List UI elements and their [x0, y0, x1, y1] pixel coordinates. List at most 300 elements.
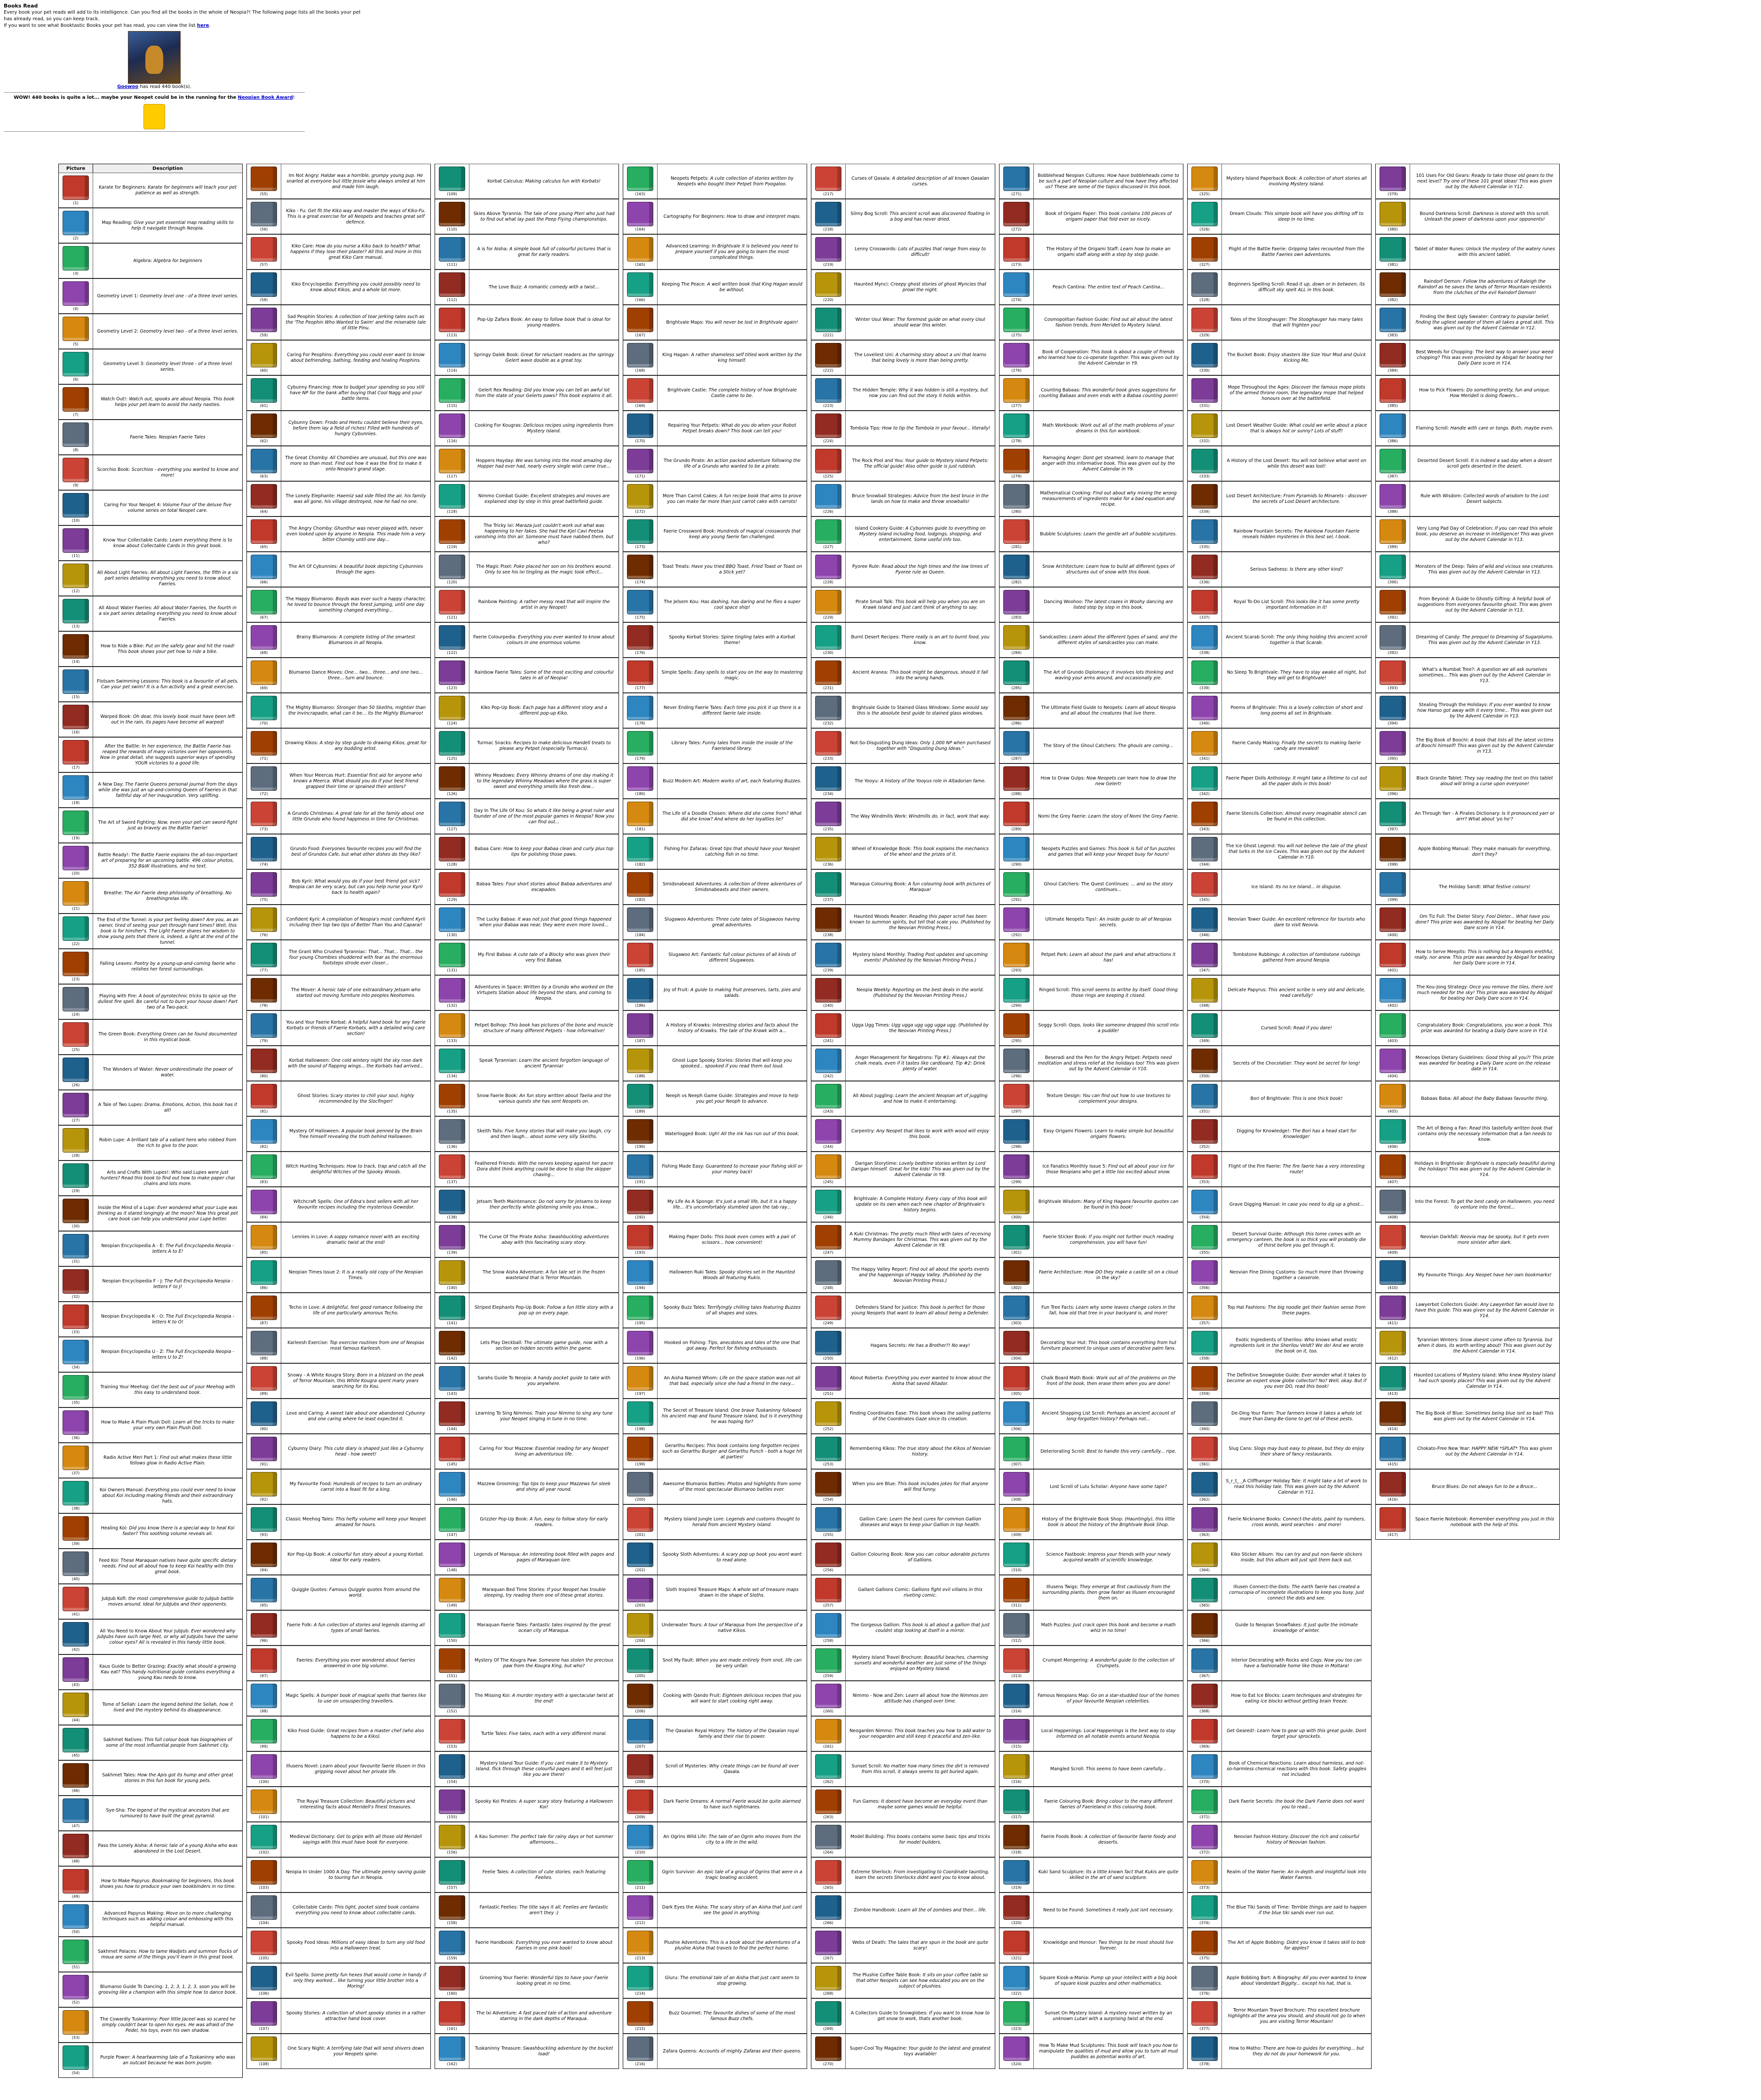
book-icon[interactable] [251, 1401, 277, 1426]
book-icon[interactable] [1191, 2036, 1218, 2061]
book-icon[interactable] [1191, 449, 1218, 473]
book-icon[interactable] [63, 1199, 89, 1223]
book-icon[interactable] [1003, 449, 1030, 473]
book-icon[interactable] [439, 1684, 465, 1708]
book-icon[interactable] [1191, 1754, 1218, 1779]
book-icon[interactable] [1380, 1049, 1406, 1073]
book-icon[interactable] [439, 1296, 465, 1320]
book-icon[interactable] [1191, 1507, 1218, 1532]
book-icon[interactable] [439, 1825, 465, 1849]
book-icon[interactable] [63, 987, 89, 1011]
book-icon[interactable] [815, 1790, 841, 1814]
book-icon[interactable] [627, 1825, 653, 1849]
book-icon[interactable] [1191, 660, 1218, 685]
book-icon[interactable] [439, 1366, 465, 1391]
book-icon[interactable] [1191, 1366, 1218, 1391]
book-icon[interactable] [63, 1058, 89, 1082]
book-icon[interactable] [627, 1684, 653, 1708]
book-icon[interactable] [251, 378, 277, 403]
book-icon[interactable] [1003, 1437, 1030, 1461]
book-icon[interactable] [1003, 378, 1030, 403]
book-icon[interactable] [815, 837, 841, 861]
book-icon[interactable] [251, 907, 277, 932]
book-icon[interactable] [1191, 1260, 1218, 1285]
book-icon[interactable] [627, 978, 653, 1002]
book-icon[interactable] [815, 1931, 841, 1955]
book-icon[interactable] [439, 272, 465, 297]
book-icon[interactable] [1003, 1296, 1030, 1320]
book-icon[interactable] [1003, 1543, 1030, 1567]
book-icon[interactable] [627, 1931, 653, 1955]
book-icon[interactable] [815, 943, 841, 967]
book-icon[interactable] [1003, 1578, 1030, 1602]
book-icon[interactable] [1380, 414, 1406, 438]
book-icon[interactable] [1003, 590, 1030, 614]
book-icon[interactable] [627, 1578, 653, 1602]
book-icon[interactable] [815, 731, 841, 756]
book-icon[interactable] [251, 1648, 277, 1673]
book-icon[interactable] [1191, 1401, 1218, 1426]
book-icon[interactable] [439, 1931, 465, 1955]
book-icon[interactable] [627, 1860, 653, 1885]
book-icon[interactable] [815, 2036, 841, 2061]
book-icon[interactable] [63, 1269, 89, 1294]
book-icon[interactable] [1380, 1507, 1406, 1532]
book-icon[interactable] [1003, 1225, 1030, 1249]
book-icon[interactable] [63, 811, 89, 835]
book-icon[interactable] [63, 1657, 89, 1682]
book-icon[interactable] [1191, 1684, 1218, 1708]
book-icon[interactable] [815, 1366, 841, 1391]
book-icon[interactable] [815, 414, 841, 438]
book-icon[interactable] [815, 1543, 841, 1567]
book-icon[interactable] [439, 1049, 465, 1073]
book-icon[interactable] [251, 872, 277, 897]
book-icon[interactable] [815, 1190, 841, 1214]
book-icon[interactable] [1191, 978, 1218, 1002]
book-icon[interactable] [63, 1798, 89, 1823]
book-icon[interactable] [815, 1966, 841, 1990]
book-icon[interactable] [815, 625, 841, 650]
book-icon[interactable] [251, 414, 277, 438]
book-icon[interactable] [627, 1049, 653, 1073]
book-icon[interactable] [1191, 802, 1218, 826]
book-icon[interactable] [1191, 1825, 1218, 1849]
book-icon[interactable] [1003, 1260, 1030, 1285]
book-icon[interactable] [439, 1013, 465, 1038]
book-icon[interactable] [251, 766, 277, 791]
book-icon[interactable] [627, 1648, 653, 1673]
book-icon[interactable] [63, 422, 89, 447]
book-icon[interactable] [439, 2036, 465, 2061]
book-icon[interactable] [439, 978, 465, 1002]
book-icon[interactable] [1380, 660, 1406, 685]
book-icon[interactable] [627, 1154, 653, 1179]
book-icon[interactable] [439, 1578, 465, 1602]
book-icon[interactable] [815, 272, 841, 297]
book-icon[interactable] [251, 1931, 277, 1955]
book-icon[interactable] [627, 378, 653, 403]
book-icon[interactable] [1003, 802, 1030, 826]
book-icon[interactable] [815, 1719, 841, 1743]
book-icon[interactable] [815, 1860, 841, 1885]
book-icon[interactable] [1003, 308, 1030, 332]
book-icon[interactable] [1380, 625, 1406, 650]
book-icon[interactable] [251, 519, 277, 544]
book-icon[interactable] [1191, 1049, 1218, 1073]
book-icon[interactable] [63, 1163, 89, 1188]
book-icon[interactable] [1191, 696, 1218, 720]
book-icon[interactable] [251, 837, 277, 861]
book-icon[interactable] [1191, 1966, 1218, 1990]
book-icon[interactable] [1380, 1437, 1406, 1461]
book-icon[interactable] [1191, 1543, 1218, 1567]
book-icon[interactable] [251, 1119, 277, 1144]
book-icon[interactable] [439, 943, 465, 967]
book-icon[interactable] [815, 1225, 841, 1249]
book-icon[interactable] [1380, 907, 1406, 932]
book-icon[interactable] [1191, 202, 1218, 226]
book-icon[interactable] [1003, 1119, 1030, 1144]
book-icon[interactable] [63, 740, 89, 764]
book-icon[interactable] [627, 1013, 653, 1038]
book-icon[interactable] [1003, 2001, 1030, 2026]
book-icon[interactable] [251, 625, 277, 650]
book-icon[interactable] [1191, 731, 1218, 756]
book-icon[interactable] [251, 2036, 277, 2061]
book-icon[interactable] [1191, 1578, 1218, 1602]
book-icon[interactable] [1380, 1401, 1406, 1426]
book-icon[interactable] [627, 872, 653, 897]
book-icon[interactable] [1191, 1437, 1218, 1461]
book-icon[interactable] [1380, 1190, 1406, 1214]
book-icon[interactable] [627, 1543, 653, 1567]
book-icon[interactable] [439, 1613, 465, 1638]
book-icon[interactable] [627, 1895, 653, 1920]
book-icon[interactable] [63, 1587, 89, 1611]
book-icon[interactable] [1380, 1013, 1406, 1038]
book-icon[interactable] [439, 1331, 465, 1355]
book-icon[interactable] [63, 952, 89, 976]
book-icon[interactable] [63, 775, 89, 800]
book-icon[interactable] [1003, 272, 1030, 297]
book-icon[interactable] [815, 1331, 841, 1355]
book-icon[interactable] [1003, 766, 1030, 791]
book-icon[interactable] [627, 1754, 653, 1779]
book-icon[interactable] [63, 634, 89, 659]
book-icon[interactable] [1380, 1225, 1406, 1249]
book-icon[interactable] [1191, 625, 1218, 650]
book-icon[interactable] [815, 1260, 841, 1285]
book-icon[interactable] [1380, 1472, 1406, 1496]
book-icon[interactable] [63, 1375, 89, 1400]
book-icon[interactable] [1003, 1507, 1030, 1532]
book-icon[interactable] [251, 1719, 277, 1743]
book-icon[interactable] [1003, 237, 1030, 262]
book-icon[interactable] [251, 696, 277, 720]
book-icon[interactable] [439, 1084, 465, 1108]
book-icon[interactable] [1191, 1154, 1218, 1179]
book-icon[interactable] [63, 211, 89, 235]
book-icon[interactable] [815, 1049, 841, 1073]
book-icon[interactable] [63, 352, 89, 376]
book-icon[interactable] [251, 1684, 277, 1708]
book-icon[interactable] [251, 2001, 277, 2026]
book-icon[interactable] [251, 1507, 277, 1532]
book-icon[interactable] [63, 528, 89, 553]
book-icon[interactable] [1380, 308, 1406, 332]
book-icon[interactable] [251, 1860, 277, 1885]
book-icon[interactable] [1191, 555, 1218, 579]
book-icon[interactable] [251, 1613, 277, 1638]
book-icon[interactable] [1191, 2001, 1218, 2026]
book-icon[interactable] [251, 484, 277, 509]
book-icon[interactable] [1191, 1296, 1218, 1320]
book-icon[interactable] [439, 1119, 465, 1144]
book-icon[interactable] [1191, 1084, 1218, 1108]
book-icon[interactable] [627, 907, 653, 932]
book-icon[interactable] [439, 1648, 465, 1673]
book-icon[interactable] [1003, 1719, 1030, 1743]
book-icon[interactable] [1191, 837, 1218, 861]
book-icon[interactable] [63, 1516, 89, 1541]
book-icon[interactable] [63, 175, 89, 200]
book-icon[interactable] [1191, 1931, 1218, 1955]
book-icon[interactable] [63, 916, 89, 941]
book-icon[interactable] [439, 837, 465, 861]
book-icon[interactable] [627, 308, 653, 332]
book-icon[interactable] [1003, 1931, 1030, 1955]
book-icon[interactable] [63, 1551, 89, 1576]
book-icon[interactable] [63, 1234, 89, 1258]
book-icon[interactable] [1003, 1613, 1030, 1638]
book-icon[interactable] [439, 1225, 465, 1249]
book-icon[interactable] [439, 625, 465, 650]
book-icon[interactable] [1380, 1084, 1406, 1108]
book-icon[interactable] [1191, 272, 1218, 297]
book-icon[interactable] [63, 881, 89, 906]
book-icon[interactable] [627, 2001, 653, 2026]
book-icon[interactable] [63, 1834, 89, 1858]
book-icon[interactable] [251, 660, 277, 685]
book-icon[interactable] [1380, 272, 1406, 297]
book-icon[interactable] [439, 202, 465, 226]
book-icon[interactable] [251, 1754, 277, 1779]
book-icon[interactable] [1380, 237, 1406, 262]
book-icon[interactable] [251, 1260, 277, 1285]
book-icon[interactable] [627, 1472, 653, 1496]
book-icon[interactable] [63, 1128, 89, 1153]
book-icon[interactable] [815, 1013, 841, 1038]
book-icon[interactable] [815, 696, 841, 720]
book-icon[interactable] [815, 1895, 841, 1920]
book-icon[interactable] [815, 1613, 841, 1638]
book-icon[interactable] [627, 1790, 653, 1814]
book-icon[interactable] [1380, 590, 1406, 614]
book-icon[interactable] [1191, 766, 1218, 791]
book-icon[interactable] [815, 1507, 841, 1532]
book-icon[interactable] [1191, 343, 1218, 367]
book-icon[interactable] [1380, 1366, 1406, 1391]
book-icon[interactable] [1003, 555, 1030, 579]
book-icon[interactable] [627, 555, 653, 579]
book-icon[interactable] [1191, 308, 1218, 332]
book-icon[interactable] [439, 766, 465, 791]
book-icon[interactable] [439, 449, 465, 473]
book-icon[interactable] [627, 1966, 653, 1990]
book-icon[interactable] [439, 484, 465, 509]
book-icon[interactable] [63, 1410, 89, 1435]
book-icon[interactable] [439, 1154, 465, 1179]
book-icon[interactable] [439, 1860, 465, 1885]
book-icon[interactable] [1380, 1331, 1406, 1355]
book-icon[interactable] [439, 1437, 465, 1461]
book-icon[interactable] [1191, 519, 1218, 544]
book-icon[interactable] [1380, 1260, 1406, 1285]
book-icon[interactable] [815, 1119, 841, 1144]
book-icon[interactable] [627, 343, 653, 367]
book-icon[interactable] [251, 1825, 277, 1849]
book-icon[interactable] [627, 484, 653, 509]
book-icon[interactable] [1191, 590, 1218, 614]
book-icon[interactable] [251, 343, 277, 367]
book-icon[interactable] [815, 449, 841, 473]
book-icon[interactable] [1380, 1119, 1406, 1144]
book-icon[interactable] [439, 731, 465, 756]
book-icon[interactable] [439, 414, 465, 438]
book-icon[interactable] [439, 237, 465, 262]
book-icon[interactable] [627, 625, 653, 650]
book-icon[interactable] [627, 1507, 653, 1532]
book-icon[interactable] [251, 1154, 277, 1179]
book-icon[interactable] [815, 660, 841, 685]
book-icon[interactable] [251, 167, 277, 191]
book-icon[interactable] [251, 272, 277, 297]
book-icon[interactable] [1191, 907, 1218, 932]
book-icon[interactable] [627, 449, 653, 473]
book-icon[interactable] [63, 1022, 89, 1047]
book-icon[interactable] [439, 519, 465, 544]
book-icon[interactable] [815, 1578, 841, 1602]
book-icon[interactable] [1003, 1472, 1030, 1496]
book-icon[interactable] [627, 2036, 653, 2061]
book-icon[interactable] [1380, 696, 1406, 720]
book-icon[interactable] [815, 167, 841, 191]
book-icon[interactable] [815, 1154, 841, 1179]
book-icon[interactable] [1003, 625, 1030, 650]
book-icon[interactable] [815, 978, 841, 1002]
book-icon[interactable] [63, 1904, 89, 1929]
book-icon[interactable] [1003, 343, 1030, 367]
book-icon[interactable] [1003, 696, 1030, 720]
book-icon[interactable] [439, 2001, 465, 2026]
book-icon[interactable] [627, 1119, 653, 1144]
book-icon[interactable] [815, 1296, 841, 1320]
book-icon[interactable] [815, 802, 841, 826]
book-icon[interactable] [627, 943, 653, 967]
book-icon[interactable] [1380, 837, 1406, 861]
book-icon[interactable] [1003, 1895, 1030, 1920]
book-icon[interactable] [251, 1543, 277, 1567]
book-icon[interactable] [627, 167, 653, 191]
book-icon[interactable] [815, 590, 841, 614]
book-icon[interactable] [251, 1437, 277, 1461]
book-icon[interactable] [1003, 1154, 1030, 1179]
book-icon[interactable] [439, 872, 465, 897]
book-icon[interactable] [1191, 1895, 1218, 1920]
book-icon[interactable] [1003, 1790, 1030, 1814]
book-icon[interactable] [251, 1084, 277, 1108]
book-icon[interactable] [63, 1305, 89, 1329]
booktastic-list-link[interactable]: here [197, 23, 209, 28]
book-icon[interactable] [815, 766, 841, 791]
book-icon[interactable] [1003, 1084, 1030, 1108]
book-icon[interactable] [627, 1296, 653, 1320]
book-icon[interactable] [251, 449, 277, 473]
book-icon[interactable] [627, 414, 653, 438]
book-icon[interactable] [63, 669, 89, 694]
book-icon[interactable] [251, 555, 277, 579]
book-icon[interactable] [251, 1578, 277, 1602]
book-icon[interactable] [627, 837, 653, 861]
book-icon[interactable] [251, 1225, 277, 1249]
book-award-link[interactable]: Neopian Book Award [238, 95, 293, 100]
book-icon[interactable] [1003, 1401, 1030, 1426]
book-icon[interactable] [439, 696, 465, 720]
book-icon[interactable] [815, 378, 841, 403]
book-icon[interactable] [1380, 766, 1406, 791]
book-icon[interactable] [63, 387, 89, 412]
book-icon[interactable] [63, 2010, 89, 2035]
book-icon[interactable] [63, 599, 89, 623]
book-icon[interactable] [1380, 943, 1406, 967]
book-icon[interactable] [1191, 1331, 1218, 1355]
book-icon[interactable] [1191, 1719, 1218, 1743]
book-icon[interactable] [1003, 167, 1030, 191]
book-icon[interactable] [1003, 414, 1030, 438]
book-icon[interactable] [815, 1084, 841, 1108]
book-icon[interactable] [251, 1013, 277, 1038]
book-icon[interactable] [1380, 1154, 1406, 1179]
book-icon[interactable] [627, 660, 653, 685]
book-icon[interactable] [1380, 378, 1406, 403]
book-icon[interactable] [627, 1366, 653, 1391]
book-icon[interactable] [1191, 237, 1218, 262]
book-icon[interactable] [439, 1190, 465, 1214]
book-icon[interactable] [251, 237, 277, 262]
book-icon[interactable] [251, 1966, 277, 1990]
book-icon[interactable] [63, 281, 89, 306]
book-icon[interactable] [63, 846, 89, 870]
book-icon[interactable] [439, 1401, 465, 1426]
book-icon[interactable] [439, 1260, 465, 1285]
book-icon[interactable] [251, 1331, 277, 1355]
book-icon[interactable] [251, 590, 277, 614]
book-icon[interactable] [815, 343, 841, 367]
book-icon[interactable] [1191, 943, 1218, 967]
book-icon[interactable] [63, 458, 89, 482]
book-icon[interactable] [627, 1437, 653, 1461]
book-icon[interactable] [1191, 484, 1218, 509]
book-icon[interactable] [63, 1481, 89, 1505]
book-icon[interactable] [1003, 484, 1030, 509]
book-icon[interactable] [627, 519, 653, 544]
book-icon[interactable] [1191, 872, 1218, 897]
book-icon[interactable] [251, 1895, 277, 1920]
book-icon[interactable] [815, 308, 841, 332]
book-icon[interactable] [815, 1437, 841, 1461]
book-icon[interactable] [1003, 1860, 1030, 1885]
